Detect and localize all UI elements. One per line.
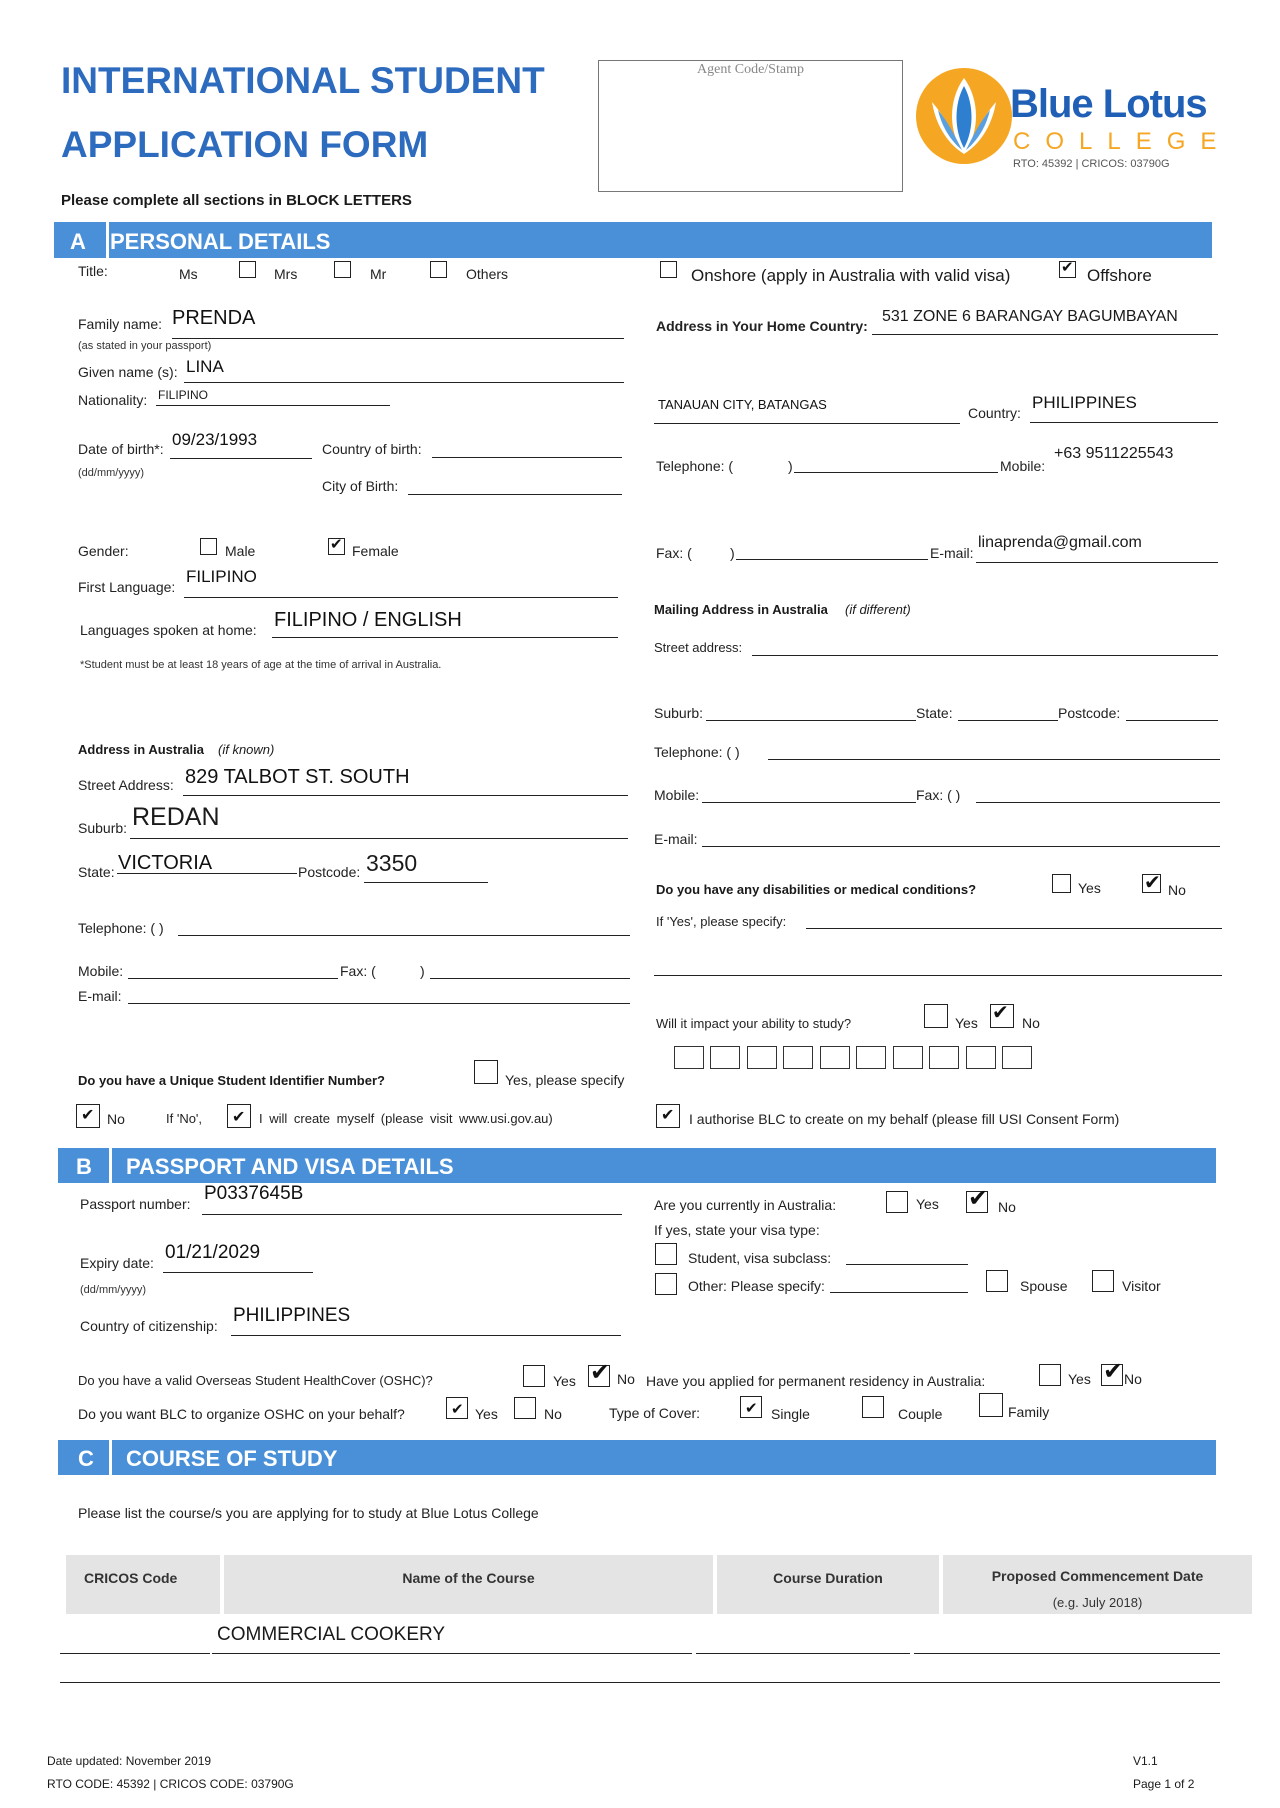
age-note: *Student must be at least 18 years of age at the time of arrival in Australia. [80,659,442,671]
citizenship-line [231,1335,621,1336]
section-a-title: PERSONAL DETAILS [110,229,331,254]
oshc-organize-no-checkbox[interactable] [514,1397,536,1419]
mailing-state-label: State: [916,705,953,721]
row1-course-line [212,1653,692,1654]
college-logo [914,64,1232,174]
check-icon: ✔ [992,1002,1009,1024]
usi-create-label: I will create myself (please visit www.usi.gov.au) [259,1111,553,1126]
footer-version: V1.1 [1133,1754,1158,1768]
country-line [1030,422,1218,423]
title-label: Title: [78,263,108,279]
aus-state-label: State: [78,864,115,880]
section-b-letter: B [76,1154,92,1179]
aus-suburb-value[interactable]: REDAN [132,803,220,831]
home-address-line1-rule [872,334,1218,335]
expiry-format: (dd/mm/yyyy) [80,1284,146,1296]
other-visa-label: Other: Please specify: [688,1278,825,1294]
impact-no-label: No [1022,1015,1040,1031]
aus-postcode-line [364,882,488,883]
col-commencement-date [943,1555,1252,1614]
mailing-street-label: Street address: [654,640,743,655]
row2-line [60,1682,1220,1683]
usi-yes-checkbox[interactable] [474,1060,498,1084]
oshc-yes-checkbox[interactable] [523,1365,545,1387]
check-icon: ✔ [451,1401,464,1418]
aus-street-label: Street Address: [78,777,174,793]
block-letters-instruction: Please complete all sections in BLOCK LETTERS [61,192,412,209]
title-mrs-label: Mrs [274,266,298,282]
impact-no-checkbox[interactable] [990,1004,1014,1028]
col-course-duration: Course Duration [717,1555,939,1614]
row1-date-line [914,1653,1220,1654]
impact-yes-checkbox[interactable] [924,1004,948,1028]
cover-couple-label: Couple [898,1406,943,1422]
usi-box[interactable] [929,1046,959,1069]
oshc-organize-question: Do you want BLC to organize OSHC on your behalf? [78,1406,405,1422]
cover-single-checkbox[interactable] [740,1396,762,1418]
gender-label: Gender: [78,543,129,559]
home-mobile-value[interactable]: +63 9511225543 [1054,445,1174,462]
aus-address-note: (if known) [218,742,275,757]
aus-fax-close: ) [420,963,425,979]
home-fax-line [736,559,928,560]
oshc-question: Do you have a valid Overseas Student HealthCover (OSHC)? [78,1373,433,1388]
usi-box[interactable] [1002,1046,1032,1069]
disability-no-checkbox[interactable] [1142,874,1161,893]
given-name-line [184,382,624,383]
title-others-label: Others [466,266,509,282]
section-a-divider [106,222,109,258]
mailing-heading: Mailing Address in Australia [654,602,828,617]
cover-couple-checkbox[interactable] [862,1396,884,1418]
oshc-no-label: No [617,1371,635,1387]
mailing-telephone-label: Telephone: ( ) [654,744,740,760]
languages-home-label: Languages spoken at home: [80,622,257,638]
aus-state-line [117,873,297,874]
aus-address-heading: Address in Australia [78,742,204,757]
row1-cricos-line [60,1653,210,1654]
home-telephone-close: ) [788,458,793,474]
check-icon: ✔ [1144,872,1161,894]
passport-label: Passport number: [80,1196,191,1212]
aus-email-label: E-mail: [78,988,122,1004]
mailing-postcode-line [1126,720,1218,721]
aus-street-value[interactable]: 829 TALBOT ST. SOUTH [185,766,410,788]
aus-email-line [128,1003,630,1004]
footer-rto-code: RTO CODE: 45392 | CRICOS CODE: 03790G [47,1777,294,1791]
in-australia-question: Are you currently in Australia: [654,1197,837,1213]
mailing-postcode-label: Postcode: [1058,705,1121,721]
mailing-email-line [702,846,1220,847]
pr-no-label: No [1124,1371,1142,1387]
passport-line [202,1214,622,1215]
title-ms-checkbox[interactable] [239,261,256,278]
form-title-line2: APPLICATION FORM [61,124,429,165]
section-c-letter: C [78,1446,94,1471]
mailing-mobile-label: Mobile: [654,787,700,803]
nationality-value[interactable]: FILIPINO [158,388,209,402]
first-language-label: First Language: [78,579,176,595]
impact-yes-label: Yes [955,1015,978,1031]
mailing-telephone-line [768,759,1220,760]
gender-male-label: Male [225,543,256,559]
usi-if-no-label: If 'No', [166,1111,203,1126]
usi-box[interactable] [856,1046,886,1069]
cover-family-label: Family [1008,1404,1050,1420]
aus-postcode-value[interactable]: 3350 [366,850,418,876]
country-birth-label: Country of birth: [322,441,422,457]
citizenship-label: Country of citizenship: [80,1318,218,1334]
aus-fax-line [430,978,630,979]
title-mr-checkbox[interactable] [430,261,447,278]
col-course-name: Name of the Course [224,1555,713,1614]
visitor-checkbox[interactable] [1092,1270,1114,1292]
family-name-label: Family name: [78,316,163,332]
usi-yes-label: Yes, please specify [505,1072,625,1088]
in-australia-yes-checkbox[interactable] [886,1191,908,1213]
col-commencement-date-label: Proposed Commencement Date [991,1568,1204,1584]
usi-authorise-label: I authorise BLC to create on my behalf (please fill USI Consent Form) [689,1111,1120,1127]
usi-box[interactable] [893,1046,923,1069]
disability-question: Do you have any disabilities or medical conditions? [656,882,977,897]
home-address-line2-rule [654,423,960,424]
offshore-checkbox[interactable] [1059,261,1076,278]
course-name-value[interactable]: COMMERCIAL COOKERY [217,1624,446,1645]
visa-type-question: If yes, state your visa type: [654,1222,820,1238]
usi-box[interactable] [820,1046,850,1069]
usi-box[interactable] [747,1046,777,1069]
onshore-label: Onshore (apply in Australia with valid visa) [691,266,1011,285]
family-name-line [172,338,624,339]
languages-home-line [272,637,618,638]
usi-no-label: No [107,1111,125,1127]
languages-home-value[interactable]: FILIPINO / ENGLISH [274,609,462,631]
disability-yes-checkbox[interactable] [1052,874,1071,893]
pr-yes-label: Yes [1068,1371,1091,1387]
usi-no-checkbox[interactable] [76,1104,100,1128]
student-visa-checkbox[interactable] [655,1243,677,1265]
check-icon: ✔ [232,1109,246,1126]
cover-single-label: Single [771,1406,810,1422]
logo-rto: RTO: 45392 | CRICOS: 03790G [1013,158,1170,170]
aus-mobile-label: Mobile: [78,963,124,979]
logo-college: COLLEGE [1013,128,1232,155]
mailing-mobile-line [702,802,916,803]
disability-yes-label: Yes [1078,880,1101,896]
agent-code-label: Agent Code/Stamp [697,62,804,77]
gender-female-label: Female [352,543,399,559]
oshc-organize-yes-checkbox[interactable] [446,1397,468,1419]
disability-no-label: No [1168,882,1186,898]
oshc-organize-no-label: No [544,1406,562,1422]
check-icon: ✔ [968,1185,989,1212]
mailing-heading-note: (if different) [845,602,911,617]
footer-page-number: Page 1 of 2 [1133,1777,1195,1791]
home-address-line1[interactable]: 531 ZONE 6 BARANGAY BAGUMBAYAN [882,308,1178,325]
impact-question: Will it impact your ability to study? [656,1016,852,1031]
title-mr-label: Mr [370,266,387,282]
agent-code-stamp-box[interactable] [598,60,903,192]
aus-street-line [183,795,628,796]
given-name-label: Given name (s): [78,364,178,380]
aus-state-value[interactable]: VICTORIA [118,852,213,874]
spouse-label: Spouse [1020,1278,1068,1294]
aus-mobile-line [128,978,338,979]
visitor-label: Visitor [1122,1278,1161,1294]
aus-suburb-line [130,838,628,839]
home-mobile-label: Mobile: [1000,458,1046,474]
expiry-label: Expiry date: [80,1255,154,1271]
expiry-value[interactable]: 01/21/2029 [165,1242,261,1263]
gender-female-checkbox[interactable] [328,538,345,555]
dob-line [170,458,312,459]
home-email-label: E-mail: [930,545,974,561]
section-b-title: PASSPORT AND VISA DETAILS [126,1154,454,1179]
check-icon: ✔ [745,1400,758,1417]
in-australia-no-checkbox[interactable] [966,1185,989,1213]
home-address-line2[interactable]: TANAUAN CITY, BATANGAS [658,397,827,412]
given-name-value[interactable]: LINA [186,357,224,376]
disability-specify-line [806,928,1222,929]
check-icon: ✔ [1061,259,1074,276]
pr-yes-checkbox[interactable] [1039,1364,1061,1386]
home-fax-close: ) [730,545,735,561]
logo-name: Blue Lotus [1010,82,1207,126]
section-a-letter: A [70,229,86,254]
nationality-label: Nationality: [78,392,148,408]
onshore-checkbox[interactable] [660,261,677,278]
check-icon: ✔ [661,1107,675,1124]
aus-postcode-label: Postcode: [298,864,361,880]
disability-specify-label: If 'Yes', please specify: [656,914,787,929]
student-visa-label: Student, visa subclass: [688,1250,832,1266]
spouse-checkbox[interactable] [986,1270,1008,1292]
dob-format: (dd/mm/yyyy) [78,467,144,479]
check-icon: ✔ [81,1107,95,1124]
city-birth-label: City of Birth: [322,478,399,494]
usi-create-checkbox[interactable] [227,1104,251,1128]
usi-box[interactable] [783,1046,813,1069]
mailing-street-line [752,655,1218,656]
passport-note: (as stated in your passport) [78,340,212,352]
in-australia-no-label: No [998,1199,1016,1215]
section-c-title: COURSE OF STUDY [126,1446,338,1471]
usi-box[interactable] [710,1046,740,1069]
country-label: Country: [968,405,1021,421]
citizenship-value[interactable]: PHILIPPINES [233,1305,351,1326]
in-australia-yes-label: Yes [916,1196,939,1212]
mailing-suburb-line [706,720,916,721]
nationality-line [156,405,390,406]
course-intro: Please list the course/s you are applying for to study at Blue Lotus College [78,1505,539,1521]
check-icon: ✔ [330,536,343,553]
country-value[interactable]: PHILIPPINES [1032,393,1137,412]
home-fax-label: Fax: ( [656,545,692,561]
dob-value[interactable]: 09/23/1993 [172,430,258,449]
title-ms-label: Ms [179,266,198,282]
usi-box[interactable] [674,1046,704,1069]
check-icon: ✔ [1103,1358,1124,1385]
home-email-line [976,562,1218,563]
passport-value[interactable]: P0337645B [204,1183,304,1204]
cover-family-checkbox[interactable] [979,1393,1003,1417]
first-language-line [184,597,618,598]
home-telephone-line [794,472,998,473]
cover-type-label: Type of Cover: [609,1405,701,1421]
check-icon: ✔ [590,1359,611,1386]
country-birth-line [432,457,622,458]
aus-telephone-label: Telephone: ( ) [78,920,164,936]
mailing-fax-label: Fax: ( ) [916,787,961,803]
mailing-suburb-label: Suburb: [654,705,704,721]
gender-male-checkbox[interactable] [200,538,217,555]
pr-no-checkbox[interactable] [1101,1358,1124,1386]
aus-suburb-label: Suburb: [78,820,128,836]
col-cricos-code: CRICOS Code [66,1555,220,1614]
city-birth-line [408,494,622,495]
expiry-line [163,1272,313,1273]
oshc-no-checkbox[interactable] [588,1359,611,1387]
mailing-fax-line [976,802,1220,803]
date-example: (e.g. July 2018) [1052,1595,1143,1610]
dob-label: Date of birth*: [78,441,164,457]
other-visa-checkbox[interactable] [655,1273,677,1295]
form-title-line1: INTERNATIONAL STUDENT [61,60,545,101]
footer-date-updated: Date updated: November 2019 [47,1754,212,1768]
usi-authorise-checkbox[interactable] [656,1104,680,1128]
home-email-value[interactable]: linaprenda@gmail.com [978,534,1142,551]
disability-specify-line2 [654,975,1222,976]
home-address-label: Address in Your Home Country: [656,318,868,334]
section-c-divider [109,1440,112,1475]
lotus-icon [914,66,1014,166]
family-name-value[interactable]: PRENDA [172,307,256,329]
offshore-label: Offshore [1087,266,1152,285]
oshc-yes-label: Yes [553,1373,576,1389]
aus-fax-label: Fax: ( [340,963,376,979]
title-mrs-checkbox[interactable] [334,261,351,278]
mailing-state-line [958,720,1058,721]
usi-question: Do you have a Unique Student Identifier Number? [78,1073,385,1088]
section-b-divider [109,1148,112,1183]
first-language-value[interactable]: FILIPINO [186,567,257,586]
home-telephone-label: Telephone: ( [656,458,734,474]
other-visa-line [830,1292,968,1293]
pr-question: Have you applied for permanent residency in Australia: [646,1373,986,1389]
usi-box[interactable] [966,1046,996,1069]
row1-duration-line [696,1653,910,1654]
oshc-organize-yes-label: Yes [475,1406,498,1422]
mailing-email-label: E-mail: [654,831,698,847]
student-visa-line [846,1264,968,1265]
aus-telephone-line [178,935,630,936]
